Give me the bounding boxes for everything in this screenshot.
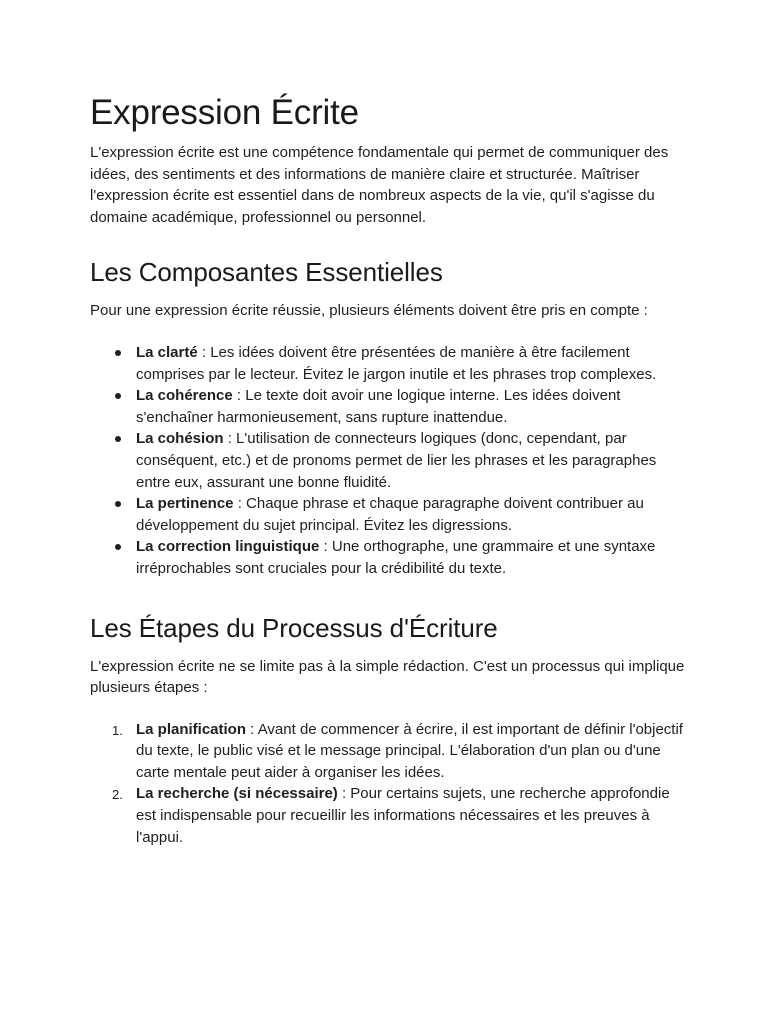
list-item xyxy=(136,493,690,536)
list-item xyxy=(136,536,690,579)
bullet-icon xyxy=(115,436,121,442)
section-heading-etapes: Les Étapes du Processus d'Écriture xyxy=(90,612,498,643)
section-lead-etapes: L'expression écrite ne se limite pas à la simple rédaction. C'est un processus qui implique plusieurs étapes : xyxy=(90,657,685,697)
list-item-text: : Chaque phrase et chaque paragraphe doivent contribuer au développement du sujet principal. Évitez les digressions. xyxy=(136,495,644,534)
section-heading-composantes: Les Composantes Essentielles xyxy=(90,257,443,288)
bullet-icon xyxy=(115,393,121,399)
list-item-term: La correction linguistique xyxy=(136,538,320,556)
list-item-term: La planification xyxy=(136,720,247,738)
document-page xyxy=(90,88,690,878)
bullet-list-composantes xyxy=(90,342,690,580)
list-item-number: 2. xyxy=(112,787,123,803)
list-item-text: : Une orthographe, une grammaire et une syntaxe irréprochables sont cruciales pour la crédibilité du texte. xyxy=(136,538,656,577)
bullet-icon xyxy=(115,544,121,550)
list-item xyxy=(136,342,690,385)
list-item-number: 1. xyxy=(112,722,123,738)
list-item xyxy=(136,385,690,428)
page-title: Expression Écrite xyxy=(90,93,359,132)
bullet-icon xyxy=(115,501,121,507)
list-item-term: La recherche (si nécessaire) xyxy=(136,785,338,803)
list-item-text: : Avant de commencer à écrire, il est important de définir l'objectif du texte, le public visé et le message principal. L'élaboration d'un plan ou d'une carte mentale peut aider à organiser les idées. xyxy=(136,720,683,781)
intro-paragraph: L'expression écrite est une compétence fondamentale qui permet de communiquer des idées, des sentiments et des informations de manière claire et structurée. Maîtriser l'expression écrite est essentiel dans de nombreux aspects de la vie, qu'il s'agisse du domaine académique, professionnel ou personnel. xyxy=(90,144,669,226)
bullet-icon xyxy=(115,350,121,356)
list-item-term: La cohérence xyxy=(136,387,233,405)
list-item-text: : Le texte doit avoir une logique interne. Les idées doivent s'enchaîner harmonieusement, sans rupture inattendue. xyxy=(136,387,621,426)
list-item xyxy=(112,719,690,784)
section-lead-composantes: Pour une expression écrite réussie, plusieurs éléments doivent être pris en compte : xyxy=(90,302,648,320)
list-item-term: La pertinence xyxy=(136,495,234,513)
list-item xyxy=(136,428,690,493)
list-item-term: La cohésion xyxy=(136,430,224,448)
list-item xyxy=(112,783,690,848)
list-item-text: : Les idées doivent être présentées de manière à être facilement comprises par le lecteur. Évitez le jargon inutile et les phrases trop complexes. xyxy=(136,343,657,383)
list-item-term: La clarté xyxy=(136,343,198,361)
numbered-list-etapes xyxy=(90,719,690,849)
list-item-text: : Pour certains sujets, une recherche approfondie est indispensable pour recueillir les informations nécessaires et les preuves à l'appui. xyxy=(136,785,670,846)
list-item-text: : L'utilisation de connecteurs logiques (donc, cependant, par conséquent, etc.) et de pronoms permet de lier les phrases et les paragraphes entre eux, assurant une bonne fluidité. xyxy=(136,430,657,491)
